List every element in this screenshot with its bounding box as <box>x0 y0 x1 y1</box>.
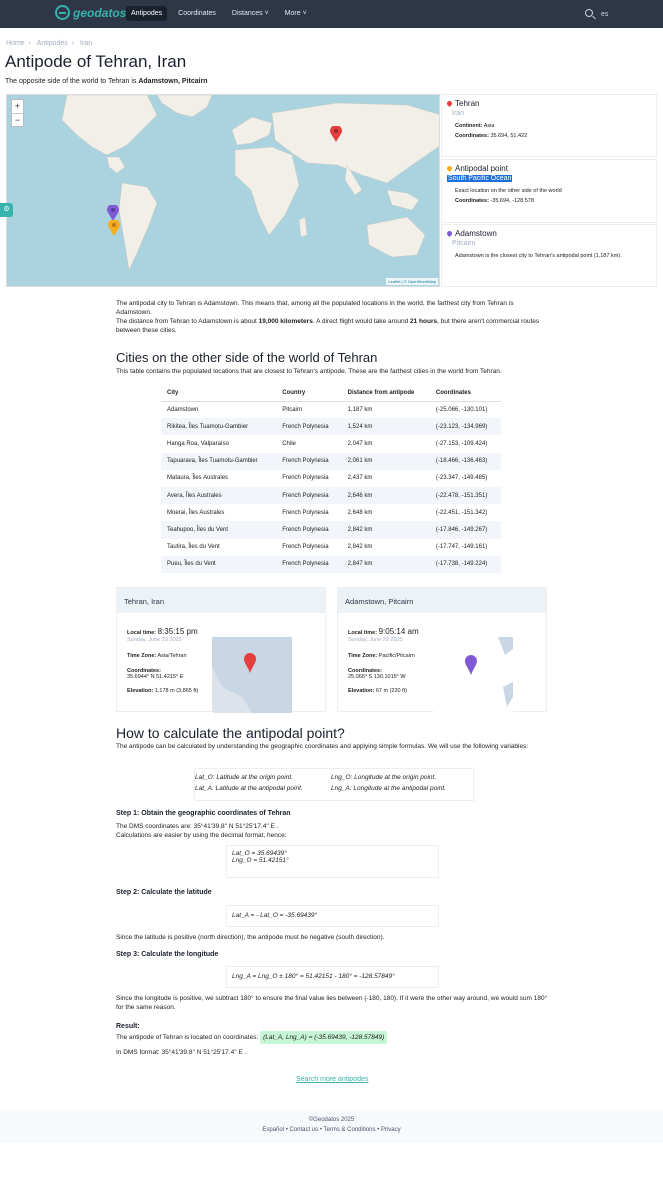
settings-gear-icon[interactable]: ⚙ <box>0 203 13 217</box>
table-cell: Pueu, Îles du Vent <box>161 556 276 573</box>
closest-city-info-box: Adamstown Pitcairn Adamstown is the closest city to Tehran's antipodal point (1,187 km). <box>441 224 657 287</box>
zoom-out-button[interactable]: − <box>12 113 23 126</box>
table-cell: (-23.347, -149.485) <box>435 475 488 482</box>
result-value: (Lat_A, Lng_A) = (-35.69439, -128.57849) <box>260 1031 387 1044</box>
red-pin-icon <box>446 100 453 107</box>
antipode-info-box: Antipodal point South Pacific Ocean Exact location on the other side of the world Coordinates: -35.694, -128.578 <box>441 159 657 223</box>
origin-info-box: Tehran Iran Continent: Asia Coordinates: 35.694, 51.422 <box>441 94 657 157</box>
table-cell: Moerai, Îles Australes <box>167 509 225 516</box>
table-row <box>161 453 501 470</box>
table-cell: Rikitea, Îles Tuamotu-Gambier <box>161 418 276 435</box>
table-cell: (-27.153, -109.424) <box>435 440 488 447</box>
purple-pin-icon <box>446 230 453 237</box>
step1-title: Step 1: Obtain the geographic coordinates of Tehran <box>116 810 291 817</box>
table-cell: 2,047 km <box>347 440 373 447</box>
table-cell: (-17.747, -149.161) <box>435 544 488 551</box>
antipode-mini-map <box>433 637 513 713</box>
table-cell: French Polynesia <box>282 544 329 551</box>
breadcrumb-antipodes[interactable]: Antipodes <box>36 40 68 47</box>
table-cell: 2,847 km <box>342 556 430 573</box>
page-title: Antipode of Tehran, Iran <box>5 52 187 71</box>
table-cell: Avera, Îles Australes <box>161 487 276 504</box>
table-cell: 1,187 km <box>347 406 373 413</box>
antipode-card: Adamstown, Pitcairn Local time: 9:05:14 am Sunday, June 29 2025 Time Zone: Pacific/Pitcairn Coordinates: 25.066° S 130.1015° W Elevation: 67 m (220 ft) <box>337 587 547 712</box>
search-more-link[interactable]: Search more antipodes <box>296 1076 369 1083</box>
table-cell: French Polynesia <box>276 453 341 470</box>
step3-title: Step 3: Calculate the longitude <box>116 951 219 958</box>
table-cell: French Polynesia <box>276 556 341 573</box>
howto-desc: The antipode can be calculated by understanding the geographic coordinates and applying simple formulas. We will use the following variables: <box>116 743 529 750</box>
table-row <box>161 539 501 556</box>
step2-title: Step 2: Calculate the latitude <box>116 889 212 896</box>
map-attribution[interactable]: Leaflet | © OpenStreetMap <box>388 279 436 284</box>
table-cell: 1,524 km <box>342 418 430 435</box>
table-row <box>161 401 501 418</box>
table-cell: Tautira, Îles du Vent <box>167 544 220 551</box>
result-dms: In DMS format: 35°41'39.8'' N 51°25'17.4'' E . <box>116 1049 247 1056</box>
adamstown-marker-icon[interactable] <box>107 205 119 221</box>
table-cell: French Polynesia <box>276 521 341 538</box>
search-icon[interactable] <box>585 9 593 17</box>
nav-distances[interactable]: Distances ˅ <box>231 10 269 17</box>
table-cell: Mataura, Îles Australes <box>167 475 229 482</box>
page-subtitle: The opposite side of the world to Tehran is Adamstown, Pitcairn <box>5 78 208 85</box>
result-text: The antipode of Tehran is located on coordinates: (Lat_A, Lng_A) = (-35.69439, -128.57849) <box>116 1033 548 1042</box>
intro-text: The antipodal city to Tehran is Adamstown. This means that, among all the populated locations in the world, the farthest city from Tehran is Adamstown. The distance from Tehran to Adamstown is about 19,000 kilometers. A direct flight would take around 21 hours, but there aren't commercial routes between these cities. <box>116 300 540 334</box>
step2-text: Since the latitude is positive (north direction), the antipode must be negative (south direction). <box>116 934 385 941</box>
breadcrumb-current: Iran <box>80 40 93 47</box>
table-cell: Pitcairn <box>282 406 303 413</box>
table-row <box>161 470 501 487</box>
table-cell: French Polynesia <box>282 509 329 516</box>
table-header: Coordinates <box>430 385 501 401</box>
language-switch[interactable]: es <box>601 11 609 18</box>
table-cell: 2,648 km <box>347 509 373 516</box>
orange-pin-icon <box>446 165 453 172</box>
table-row <box>161 556 501 573</box>
table-cell: (-18.466, -136.463) <box>430 453 501 470</box>
table-cell: Chile <box>282 440 296 447</box>
table-row <box>161 418 501 435</box>
globe-icon <box>55 5 70 20</box>
table-cell: (-23.123, -134.969) <box>430 418 501 435</box>
howto-heading: How to calculate the antipodal point? <box>116 725 345 741</box>
table-header: Country <box>276 385 341 401</box>
nav-antipodes[interactable]: Antipodes <box>126 6 167 21</box>
table-cell: Teahupoo, Îles du Vent <box>161 521 276 538</box>
logo[interactable]: geodatos <box>55 5 126 20</box>
map-land <box>7 95 440 287</box>
tehran-marker-icon[interactable] <box>330 126 342 142</box>
nav-more[interactable]: More ˅ <box>284 10 307 17</box>
table-cell: 2,061 km <box>342 453 430 470</box>
table-row <box>161 521 501 538</box>
table-cell: Hanga Roa, Valparaíso <box>167 440 229 447</box>
footer-links[interactable]: Español • Contact us • Terms & Conditions • Privacy <box>262 1127 401 1133</box>
zoom-control <box>11 99 24 127</box>
origin-card: Tehran, Iran Local time: 8:35:15 pm Sunday, June 29 2025 Time Zone: Asia/Tehran Coordinates: 35.6944° N 51.4215° E Elevation: 1,178 m (3,865 ft) <box>116 587 326 712</box>
footer: ©Geodatos 2025 Español • Contact us • Terms & Conditions • Privacy <box>0 1110 663 1143</box>
table-cell: 2,437 km <box>347 475 373 482</box>
cities-desc: This table contains the populated locations that are closest to Tehran's antipode. These are the farthest cities in the world from Tehran. <box>116 368 502 375</box>
table-cell: Adamstown <box>167 406 199 413</box>
table-cell: 2,842 km <box>347 544 373 551</box>
table-cell: (-22.478, -151.351) <box>430 487 501 504</box>
step1-text: The DMS coordinates are: 35°41'39.8'' N 51°25'17.4'' E . Calculations are easier by using the decimal format, hence: <box>116 823 287 839</box>
table-cell: French Polynesia <box>276 418 341 435</box>
table-header: City <box>161 385 276 401</box>
table-row <box>161 487 501 504</box>
top-nav <box>0 0 663 28</box>
table-header: Distance from antipode <box>342 385 430 401</box>
table-row <box>161 504 501 521</box>
world-map[interactable] <box>6 94 440 287</box>
table-row <box>161 435 501 452</box>
step3-formula: Lng_A = Lng_O ± 180° = 51.42151 - 180° = -128.57849° <box>226 966 439 988</box>
table-cell: (-22.451, -151.342) <box>435 509 488 516</box>
breadcrumb: Home › Antipodes › Iran <box>6 40 93 47</box>
step3-text: Since the longitude is positive, we subtract 180° to ensure the final value lies between (-180, 180). If it were the other way around, we would sum 180° for the same reason. <box>116 995 548 1011</box>
cities-heading: Cities on the other side of the world of Tehran <box>116 350 378 365</box>
nav-coordinates[interactable]: Coordinates <box>178 10 216 17</box>
table-cell: 2,646 km <box>342 487 430 504</box>
cities-table <box>161 385 501 573</box>
table-cell: Tapuarava, Îles Tuamotu-Gambier <box>161 453 276 470</box>
zoom-in-button[interactable]: + <box>14 101 21 111</box>
table-cell: French Polynesia <box>276 487 341 504</box>
breadcrumb-home[interactable]: Home <box>6 40 25 47</box>
table-cell: (-25.066, -130.101) <box>435 406 488 413</box>
step1-formula: Lat_O = 35.69439° Lng_O = 51.42151° <box>226 845 439 878</box>
antipode-marker-icon[interactable] <box>108 220 120 236</box>
origin-mini-map <box>212 637 292 713</box>
variables-box: Lat_O: Latitude at the origin point. Lng_O: Longitude at the origin point. Lat_A: Latitude at the antipodal point. Lng_A: Longitude at the antipodal point. <box>194 768 474 801</box>
step2-formula: Lat_A = - Lat_O = -35.69439° <box>226 905 439 927</box>
table-cell: (-17.738, -149.224) <box>430 556 501 573</box>
table-cell: (-17.846, -149.267) <box>430 521 501 538</box>
table-cell: 2,842 km <box>342 521 430 538</box>
result-title: Result: <box>116 1023 140 1030</box>
table-cell: French Polynesia <box>282 475 329 482</box>
